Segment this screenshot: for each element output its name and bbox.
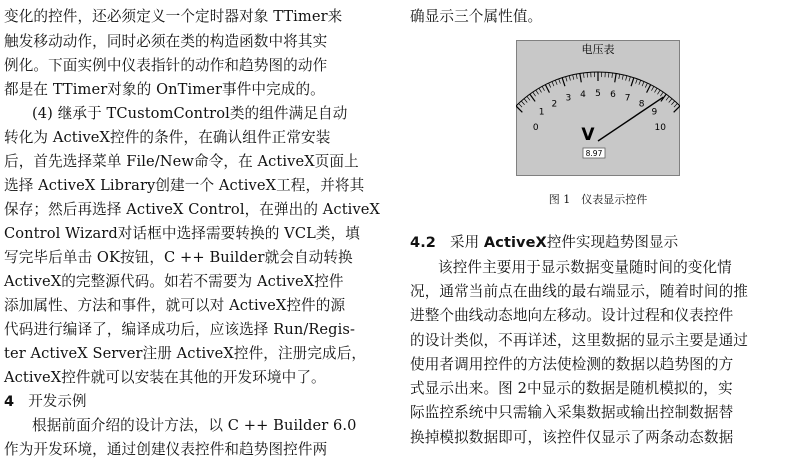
paragraph-line: 保存；然后再选择 ActiveX Control，在弹出的 ActiveX [4,201,381,218]
section-title-bold: ActiveX [483,235,547,251]
paragraph-line: 触发移动动作，同时必须在类的构造函数中将其实 [4,33,328,50]
paragraph-line: 代码进行编译了，编译成功后，应该选择 Run/Regis- [4,321,355,338]
paragraph-line: 况，通常当前点在曲线的最右端显示，随着时间的推 [410,283,748,300]
readout-value: 8.97 [585,149,603,158]
figure-caption: 图 1 仪表显示控件 [548,193,648,206]
paragraph-line: 进整个曲线动态地向左移动。设计过程和仪表控件 [410,307,734,324]
paragraph-line: 选择 ActiveX Library创建一个 ActiveX工程，并将其 [4,177,365,194]
gauge-scale-label: 5 [595,89,601,99]
paragraph-line: 都是在 TTimer对象的 OnTimer事件中完成的。 [4,81,325,98]
section-title: 开发示例 [28,394,87,410]
paragraph-line: 际监控系统中只需输入采集数据或输出控制数据替 [410,404,734,421]
paragraph-line: 例化。下面实例中仪表指针的动作和趋势图的动作 [4,57,328,74]
section-title-pre: 采用 [450,235,484,251]
paragraph-line: 换掉模拟数据即可，该控件仅显示了两条动态数据 [410,429,734,446]
gauge-scale-label: 9 [651,107,658,118]
paragraph-line: Control Wizard对话框中选择需要转换的 VCL类，填 [4,225,360,242]
section-number: 4 [4,394,15,410]
paragraph-line: 添加属性、方法和事件，就可以对 ActiveX控件的源 [4,297,346,314]
paragraph-line: 转化为 ActiveX控件的条件，在确认组件正常安装 [4,129,331,146]
gauge-scale-label: 1 [538,107,545,118]
paragraph-line: 的设计类似，不再详述，这里数据的显示主要是通过 [410,332,748,349]
section-title-post: 控件实现趋势图显示 [546,235,679,251]
gauge-title: 电压表 [581,43,615,56]
paragraph-line: 作为开发环境，通过创建仪表控件和趋势图控件两 [4,441,328,458]
paragraph-line: 确显示三个属性值。 [410,8,543,25]
paragraph-line: ActiveX的完整源代码。如若不需要为 ActiveX控件 [4,273,344,290]
unit-label: V [581,125,595,145]
paragraph-line: 根据前面介绍的设计方法，以 C ++ Builder 6.0 [32,417,357,434]
gauge-scale-label: 6 [610,90,616,101]
gauge-scale-label: 0 [532,122,539,133]
gauge-scale-label: 7 [624,93,631,104]
paragraph-line: ter ActiveX Server注册 ActiveX控件，注册完成后， [4,345,367,362]
paragraph-line: 写完毕后单击 OK按钮，C ++ Builder就会自动转换 [4,249,353,266]
paragraph-line: 式显示出来。图 2中显示的数据是随机模拟的，实 [410,380,733,397]
voltmeter-gauge [516,40,680,176]
gauge-scale-label: 2 [551,99,558,110]
gauge-figure [516,40,680,176]
section-4-2-heading [410,232,678,254]
paragraph-line: 变化的控件，还必须定义一个定时器对象 TTimer来 [4,8,343,25]
gauge-scale-label: 10 [654,122,666,133]
paragraph-line: 该控件主要用于显示数据变量随时间的变化情 [438,259,732,276]
paragraph-line: 使用者调用控件的方法使检测的数据以趋势图的方 [410,356,734,373]
gauge-scale-label: 8 [638,99,645,110]
paragraph-line: 后，首先选择菜单 File/New命令，在 ActiveX页面上 [4,153,359,170]
section-number: 4.2 [410,235,436,251]
section-4-heading [4,391,87,413]
paragraph-line: (4) 继承于 TCustomControl类的组件满足自动 [32,105,348,122]
gauge-scale-label: 3 [565,93,572,104]
paragraph-line: ActiveX控件就可以安装在其他的开发环境中了。 [4,369,326,386]
gauge-scale-label: 4 [580,90,586,101]
